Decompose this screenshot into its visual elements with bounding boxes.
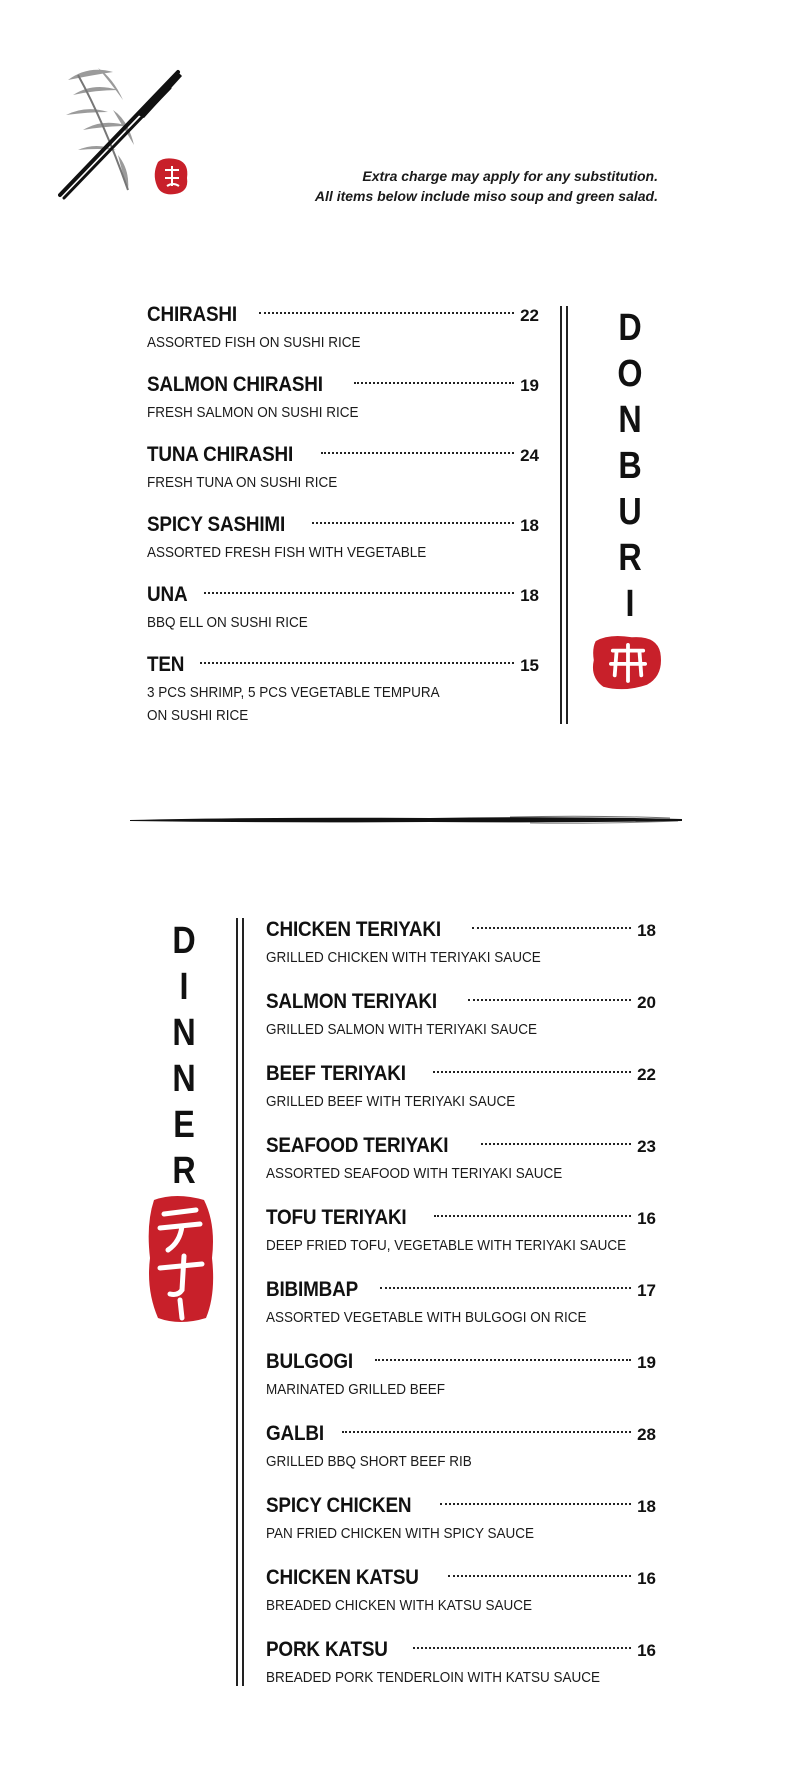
leader-dots	[448, 1574, 631, 1577]
item-price: 18	[520, 516, 539, 535]
menu-item	[147, 583, 539, 634]
item-name: PORK KATSU	[266, 1638, 388, 1661]
item-price: 18	[520, 586, 539, 605]
donburi-items	[147, 303, 539, 733]
dinner-items	[266, 918, 656, 1698]
item-description: GRILLED BBQ SHORT BEEF RIB	[266, 1453, 472, 1470]
title-letter: I	[179, 966, 189, 1008]
item-price: 16	[637, 1569, 656, 1588]
item-name: TUNA CHIRASHI	[147, 443, 294, 466]
item-description: BREADED PORK TENDERLOIN WITH KATSU SAUCE	[266, 1669, 601, 1686]
leader-dots	[321, 451, 514, 454]
title-letter: O	[617, 353, 643, 395]
menu-item	[147, 513, 539, 564]
item-description: PAN FRIED CHICKEN WITH SPICY SAUCE	[266, 1525, 535, 1542]
item-name: SPICY SASHIMI	[147, 513, 286, 536]
item-description: GRILLED CHICKEN WITH TERIYAKI SAUCE	[266, 949, 541, 966]
item-price: 16	[637, 1209, 656, 1228]
item-description: MARINATED GRILLED BEEF	[266, 1381, 446, 1398]
item-description: ASSORTED FRESH FISH WITH VEGETABLE	[147, 544, 427, 561]
chopsticks-bamboo-logo-icon	[58, 60, 218, 210]
item-description: FRESH SALMON ON SUSHI RICE	[147, 404, 359, 421]
item-description: ASSORTED FISH ON SUSHI RICE	[147, 334, 361, 351]
title-letter: I	[625, 583, 635, 625]
title-letter: R	[618, 537, 642, 579]
item-name: SALMON CHIRASHI	[147, 373, 323, 396]
donburi-divider-line	[560, 306, 562, 724]
leader-dots	[375, 1358, 631, 1361]
item-price: 22	[520, 306, 539, 325]
item-name: TEN	[147, 653, 185, 676]
item-price: 15	[520, 656, 539, 675]
menu-item	[147, 303, 539, 354]
item-price: 19	[520, 376, 539, 395]
item-name: SEAFOOD TERIYAKI	[266, 1134, 449, 1157]
title-letter: U	[618, 491, 642, 533]
title-letter: E	[173, 1104, 195, 1146]
leader-dots	[440, 1502, 632, 1505]
leader-dots	[354, 381, 514, 384]
leader-dots	[200, 661, 514, 664]
item-price: 22	[637, 1065, 656, 1084]
menu-item	[266, 918, 656, 969]
title-letter: N	[172, 1012, 196, 1054]
leader-dots	[380, 1286, 631, 1289]
item-price: 18	[637, 1497, 656, 1516]
item-name: CHICKEN TERIYAKI	[266, 918, 441, 941]
menu-item	[266, 1278, 656, 1329]
item-description: ASSORTED SEAFOOD WITH TERIYAKI SAUCE	[266, 1165, 563, 1182]
item-description: BBQ ELL ON SUSHI RICE	[147, 614, 308, 631]
item-price: 16	[637, 1641, 656, 1660]
title-letter: R	[172, 1150, 196, 1192]
menu-item	[147, 653, 539, 727]
item-price: 17	[637, 1281, 656, 1300]
leader-dots	[434, 1214, 631, 1217]
item-price: 24	[520, 446, 539, 465]
dinner-seal-icon	[146, 1194, 216, 1324]
title-letter: B	[618, 445, 642, 487]
item-price: 19	[637, 1353, 656, 1372]
item-description: ASSORTED VEGETABLE WITH BULGOGI ON RICE	[266, 1309, 587, 1326]
item-description: 3 PCS SHRIMP, 5 PCS VEGETABLE TEMPURA	[147, 684, 440, 701]
leader-dots	[204, 591, 514, 594]
leader-dots	[481, 1142, 632, 1145]
leader-dots	[312, 521, 514, 524]
title-letter: D	[172, 920, 196, 962]
donburi-divider-line	[566, 306, 568, 724]
item-price: 28	[637, 1425, 656, 1444]
menu-item	[147, 373, 539, 424]
dinner-title	[167, 918, 201, 1194]
substitution-note: Extra charge may apply for any substitution.	[362, 168, 658, 184]
item-name: CHIRASHI	[147, 303, 237, 326]
item-name: TOFU TERIYAKI	[266, 1206, 407, 1229]
leader-dots	[472, 926, 631, 929]
menu-item	[266, 1206, 656, 1257]
item-name: CHICKEN KATSU	[266, 1566, 419, 1589]
included-note: All items below include miso soup and green salad.	[314, 188, 658, 204]
donburi-seal-icon	[590, 632, 666, 692]
dinner-divider-line	[242, 918, 244, 1686]
brush-stroke-divider	[130, 812, 682, 828]
item-description: FRESH TUNA ON SUSHI RICE	[147, 474, 338, 491]
leader-dots	[468, 998, 631, 1001]
item-description: GRILLED BEEF WITH TERIYAKI SAUCE	[266, 1093, 516, 1110]
item-name: SPICY CHICKEN	[266, 1494, 412, 1517]
item-price: 23	[637, 1137, 656, 1156]
item-price: 18	[637, 921, 656, 940]
menu-item	[266, 1422, 656, 1473]
leader-dots	[413, 1646, 631, 1649]
menu-item	[266, 1566, 656, 1617]
item-name: BIBIMBAP	[266, 1278, 359, 1301]
item-name: BULGOGI	[266, 1350, 353, 1373]
item-description: GRILLED SALMON WITH TERIYAKI SAUCE	[266, 1021, 538, 1038]
leader-dots	[433, 1070, 631, 1073]
item-name: BEEF TERIYAKI	[266, 1062, 406, 1085]
menu-item	[266, 1638, 656, 1689]
item-description: BREADED CHICKEN WITH KATSU SAUCE	[266, 1597, 533, 1614]
leader-dots	[259, 311, 514, 314]
menu-item	[266, 1062, 656, 1113]
menu-item	[266, 1134, 656, 1185]
menu-notes	[238, 166, 658, 206]
title-letter: N	[172, 1058, 196, 1100]
menu-item	[266, 1494, 656, 1545]
leader-dots	[342, 1430, 631, 1433]
item-description: ON SUSHI RICE	[147, 707, 249, 724]
item-name: GALBI	[266, 1422, 324, 1445]
item-description: DEEP FRIED TOFU, VEGETABLE WITH TERIYAKI SAUCE	[266, 1237, 627, 1254]
item-name: SALMON TERIYAKI	[266, 990, 437, 1013]
title-letter: D	[618, 307, 642, 349]
item-price: 20	[637, 993, 656, 1012]
menu-item	[266, 990, 656, 1041]
menu-item	[147, 443, 539, 494]
donburi-title	[613, 305, 647, 627]
item-name: UNA	[147, 583, 188, 606]
menu-item	[266, 1350, 656, 1401]
dinner-divider-line	[236, 918, 238, 1686]
title-letter: N	[618, 399, 642, 441]
